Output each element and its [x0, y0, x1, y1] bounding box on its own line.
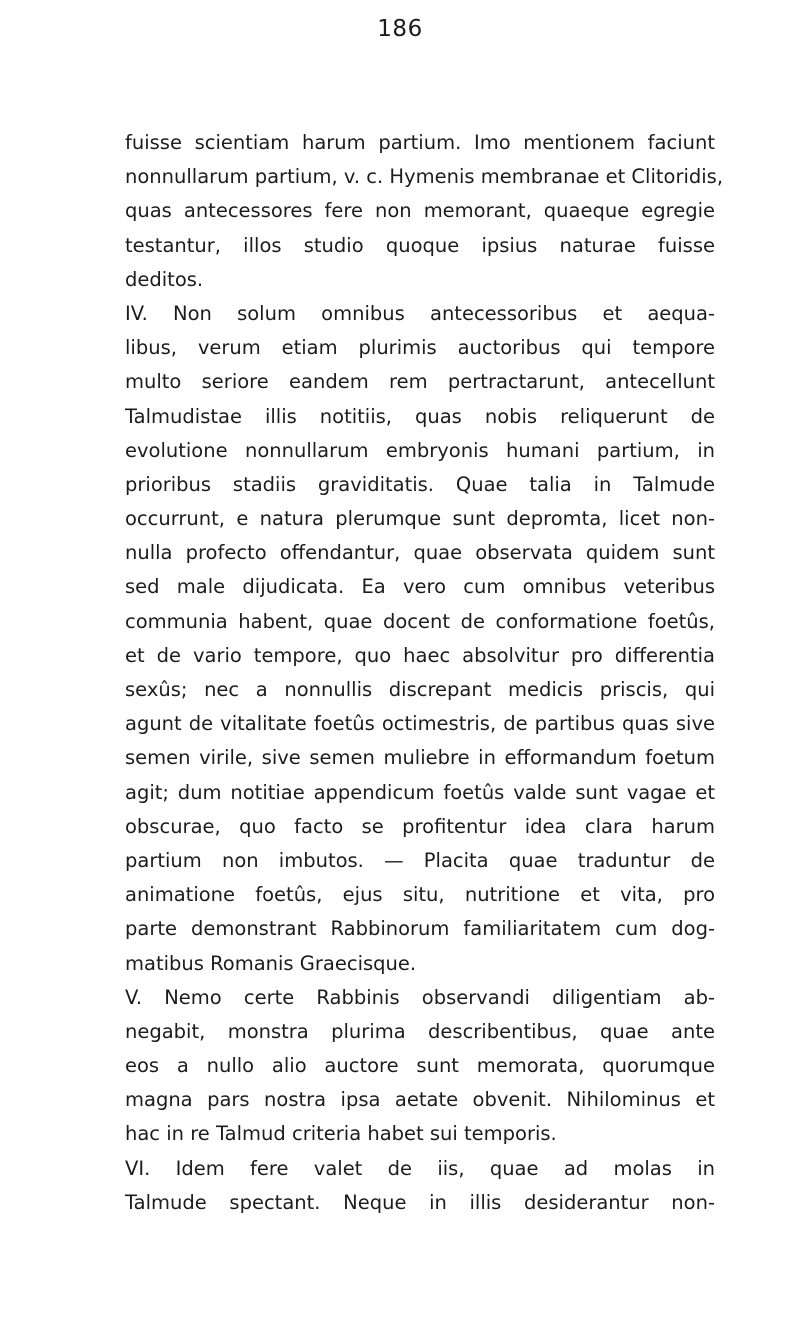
- text-line: magna pars nostra ipsa aetate obvenit. Nihilominus et: [125, 1088, 715, 1112]
- text-line: et de vario tempore, quo haec absolvitur pro differentia: [125, 643, 715, 667]
- body-text: [125, 126, 724, 1220]
- text-line: deditos.: [125, 267, 204, 291]
- text-line: semen virile, sive semen muliebre in efformandum foetum: [125, 746, 715, 770]
- text-line: agit; dum notitiae appendicum foetûs valde sunt vagae et: [125, 780, 715, 804]
- text-line: quas antecessores fere non memorant, quaeque egregie: [125, 199, 715, 223]
- text-line: nonnullarum partium, v. c. Hymenis membranae et Clitoridis,: [125, 165, 724, 189]
- text-line: animatione foetûs, ejus situ, nutritione et vita, pro: [125, 883, 715, 907]
- text-line: agunt de vitalitate foetûs octimestris, de partibus quas sive: [125, 712, 715, 736]
- text-line: IV. Non solum omnibus antecessoribus et aequa-: [125, 301, 715, 325]
- page-number: 186: [377, 16, 423, 42]
- text-line: Talmudistae illis notitiis, quas nobis reliquerunt de: [125, 404, 715, 428]
- text-line: Talmude spectant. Neque in illis desiderantur non-: [125, 1190, 715, 1214]
- text-line: VI. Idem fere valet de iis, quae ad molas in: [125, 1156, 715, 1180]
- text-line: fuisse scientiam harum partium. Imo mentionem faciunt: [125, 131, 715, 154]
- text-line: evolutione nonnullarum embryonis humani partium, in: [125, 438, 715, 462]
- text-line: hac in re Talmud criteria habet sui temporis.: [125, 1122, 557, 1146]
- text-line: negabit, monstra plurima describentibus, quae ante: [125, 1019, 715, 1043]
- text-line: occurrunt, e natura plerumque sunt depromta, licet non-: [125, 507, 715, 531]
- text-line: testantur, illos studio quoque ipsius naturae fuisse: [125, 233, 715, 257]
- text-line: sexûs; nec a nonnullis discrepant medicis priscis, qui: [125, 678, 715, 701]
- text-line: nulla profecto offendantur, quae observata quidem sunt: [125, 541, 715, 565]
- text-line: libus, verum etiam plurimis auctoribus qui tempore: [125, 336, 715, 360]
- text-line: communia habent, quae docent de conformatione foetûs,: [125, 609, 715, 633]
- text-line: partium non imbutos. — Placita quae traduntur de: [125, 848, 715, 872]
- text-line: V. Nemo certe Rabbinis observandi diligentiam ab-: [125, 985, 715, 1009]
- text-line: multo seriore eandem rem pertractarunt, antecellunt: [125, 370, 715, 394]
- text-line: sed male dijudicata. Ea vero cum omnibus veteribus: [125, 575, 715, 599]
- text-line: parte demonstrant Rabbinorum familiaritatem cum dog-: [125, 917, 715, 941]
- text-line: matibus Romanis Graecisque.: [125, 951, 417, 975]
- text-line: obscurae, quo facto se profitentur idea clara harum: [125, 814, 715, 838]
- text-line: prioribus stadiis graviditatis. Quae talia in Talmude: [125, 472, 715, 496]
- text-line: eos a nullo alio auctore sunt memorata, quorumque: [125, 1054, 715, 1078]
